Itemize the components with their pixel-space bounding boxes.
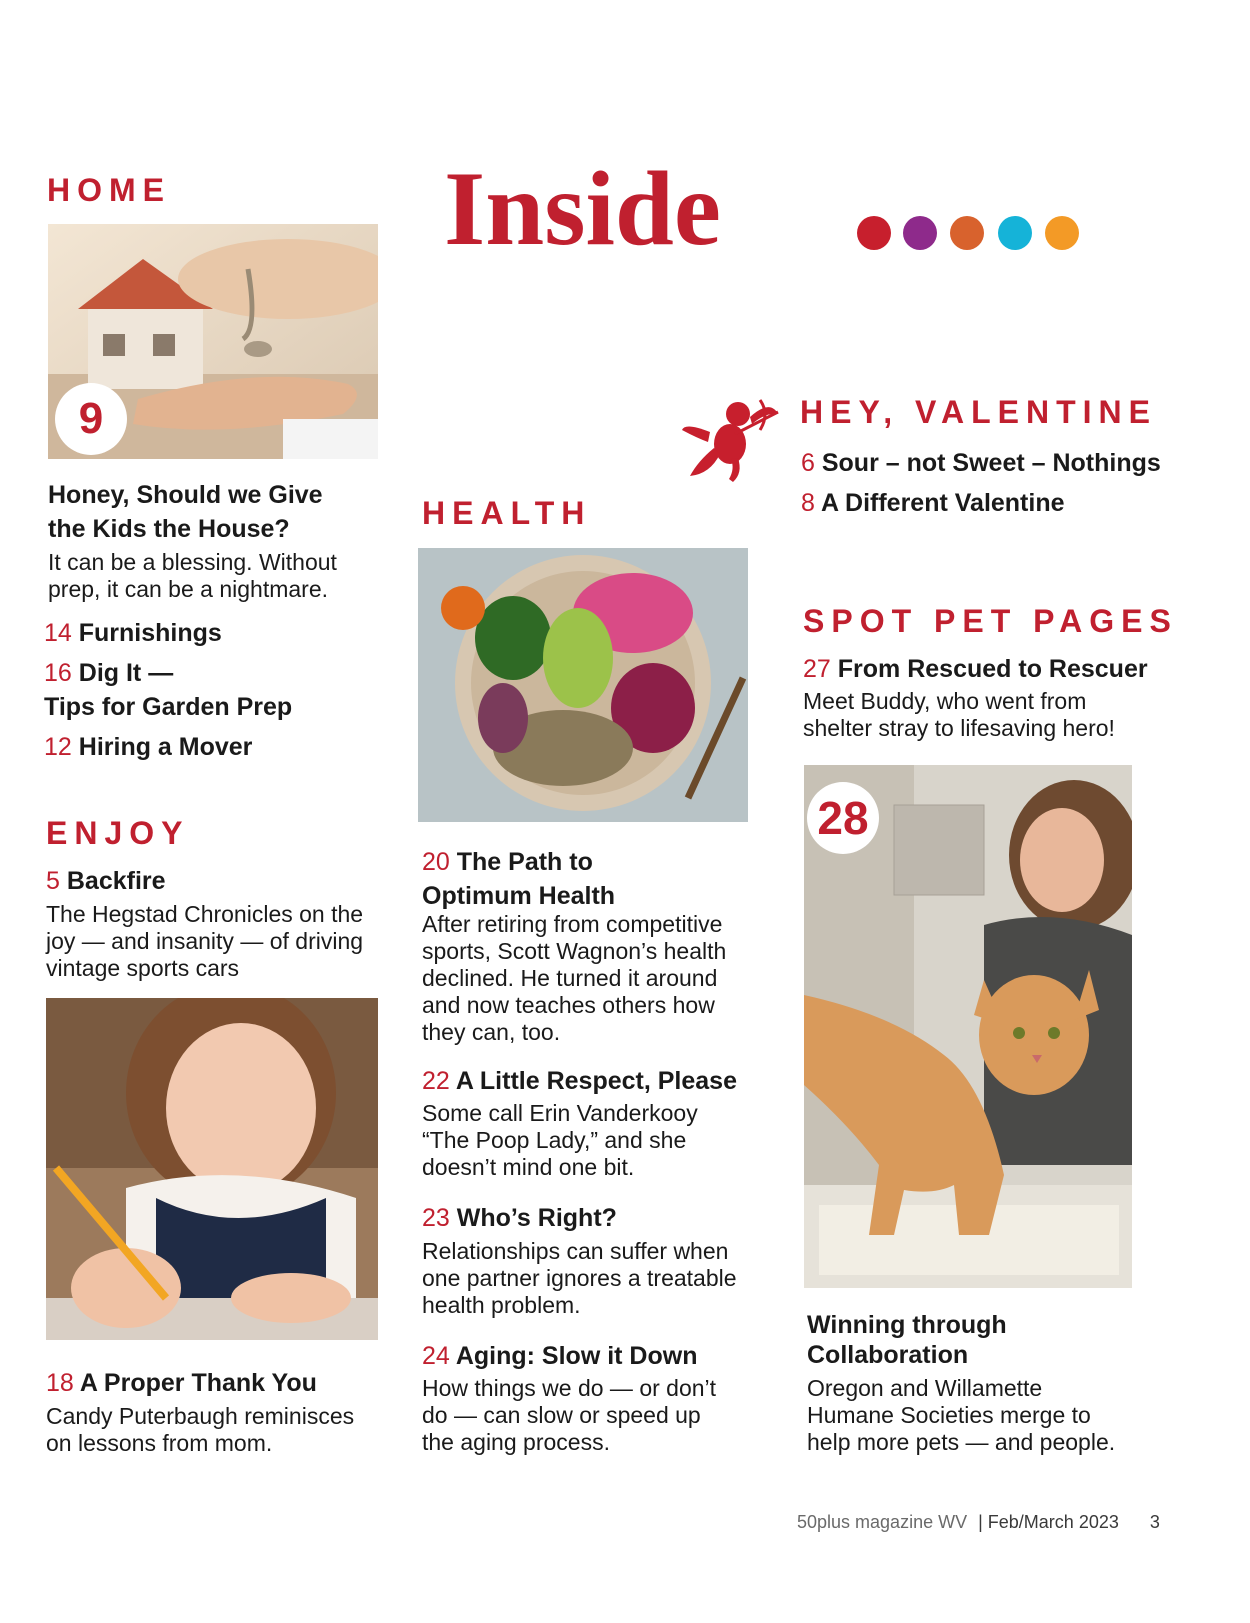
pets-collab-desc: Oregon and Willamette Humane Societies merge to help more pets — and people. [807,1375,1116,1455]
dot-purple [903,216,937,250]
dot-amber [1045,216,1079,250]
enjoy-thank-you-desc: Candy Puterbaugh reminisces on lessons from mom. [46,1403,355,1456]
headline-line: Honey, Should we Give [48,481,323,509]
health-item-24: 24 Aging: Slow it Down [422,1342,698,1370]
footer [797,1512,1160,1533]
pets-item-collab: Winning through Collaboration [807,1311,1007,1369]
health-item-20-desc: After retiring from competitive sports, Scott Wagnon’s health declined. He turned it around and now teaches others how they can, too. [422,911,727,1045]
home-lead-headline [48,478,323,546]
section-home: HOME [47,172,171,208]
section-valentine: HEY, VALENTINE [800,394,1157,430]
health-item-23: 23 Who’s Right? [422,1204,617,1232]
enjoy-photo [46,998,378,1340]
home-item-mover: 12 Hiring a Mover [44,733,253,761]
pets-item-27-desc: Meet Buddy, who went from shelter stray to lifesaving hero! [803,688,1115,741]
page-title: Inside [444,150,721,267]
footer-magazine: 50plus magazine WV [797,1512,968,1532]
section-enjoy: ENJOY [46,815,190,851]
pets-photo [804,765,1132,1288]
section-health: HEALTH [422,495,592,531]
salad-bowl-image [418,548,748,822]
headline-line: the Kids the House? [48,515,290,543]
enjoy-item-backfire: 5 Backfire [46,867,166,895]
home-lead-desc [48,549,337,603]
pets-item-27: 27 From Rescued to Rescuer [803,655,1148,683]
home-photo [48,224,378,459]
health-item-23-desc: Relationships can suffer when one partner ignores a treatable health problem. [422,1238,737,1318]
health-photo [418,548,748,822]
girl-writing-image [46,998,378,1340]
footer-page: 3 [1149,1512,1160,1532]
cupid-icon [680,392,780,484]
health-item-20: 20 The Path to Optimum Health [422,848,616,910]
health-item-22-desc: Some call Erin Vanderkooy “The Poop Lady,” and she doesn’t mind one bit. [422,1100,698,1180]
dot-orange [950,216,984,250]
enjoy-backfire-desc: The Hegstad Chronicles on the joy — and insanity — of driving vintage sports cars [46,901,364,981]
dot-red [857,216,891,250]
health-item-22: 22 A Little Respect, Please [422,1067,737,1095]
dot-cyan [998,216,1032,250]
home-item-dig-it: 16 Dig It — Tips for Garden Prep [44,659,293,721]
page-badge-28: 28 [807,782,879,854]
health-item-24-desc: How things we do — or don’t do — can slow or speed up the aging process. [422,1375,717,1455]
section-pets: SPOT PET PAGES [803,603,1178,639]
desc-line: prep, it can be a nightmare. [48,576,328,602]
desc-line: It can be a blessing. Without [48,549,337,575]
page-badge-9: 9 [55,383,127,455]
enjoy-item-thank-you: 18 A Proper Thank You [46,1369,317,1397]
home-item-furnishings: 14 Furnishings [44,619,222,647]
footer-issue: | Feb/March 2023 [978,1512,1119,1532]
valentine-item-6: 6 Sour – not Sweet – Nothings [801,449,1161,477]
valentine-item-8: 8 A Different Valentine [801,489,1065,517]
